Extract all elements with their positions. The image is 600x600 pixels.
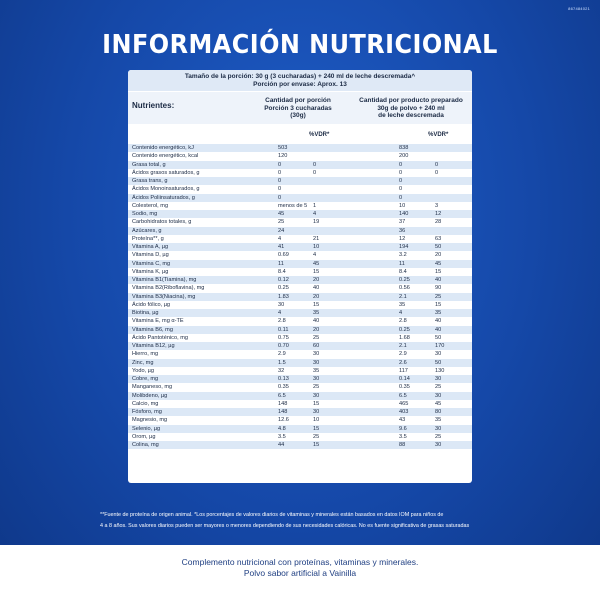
- nutrient-name: Contenido energético, kJ: [132, 145, 194, 151]
- prepared-vdr: 30: [435, 392, 442, 399]
- table-row: [128, 284, 472, 292]
- serving-vdr: 25: [313, 334, 320, 341]
- table-row: [128, 383, 472, 391]
- prepared-amount: 35: [399, 301, 406, 308]
- serving-vdr: 30: [313, 409, 320, 415]
- prepared-col-line: 30g de polvo + 240 ml: [377, 104, 445, 112]
- table-row: [128, 177, 472, 185]
- nutrient-name: Vitamina D, µg: [132, 252, 169, 259]
- nutrient-name: Vitamina B3(Niacina), mg: [132, 293, 196, 300]
- nutrient-name: Orom, µg: [132, 433, 156, 440]
- serving-vdr: 0: [313, 169, 317, 176]
- nutrient-name: Grasa total, g: [132, 161, 166, 168]
- serving-amount: 0.12: [278, 277, 289, 283]
- prepared-amount: 0.25: [399, 326, 410, 333]
- serving-vdr: 40: [313, 318, 320, 325]
- prepared-amount: 3.5: [399, 433, 407, 440]
- serving-vdr: 0: [313, 161, 317, 168]
- serving-vdr: 15: [313, 425, 320, 432]
- prepared-amount: 6.5: [399, 392, 407, 399]
- serving-vdr: 40: [313, 285, 320, 292]
- prepared-amount: 2.8: [399, 318, 407, 325]
- prepared-vdr: 35: [435, 417, 442, 424]
- prepared-amount: 465: [399, 400, 409, 407]
- serving-vdr: 30: [313, 359, 320, 366]
- serving-amount: 503: [278, 145, 288, 151]
- nutrient-name: Grasa trans, g: [132, 178, 168, 184]
- table-row: [128, 268, 472, 276]
- product-description-band: [0, 545, 600, 600]
- prepared-amount: 0.14: [399, 376, 410, 382]
- serving-vdr: 30: [313, 351, 320, 358]
- serving-amount: 32: [278, 367, 285, 374]
- vdr-header-prepared: %VDR*: [428, 132, 449, 138]
- serving-vdr: 30: [313, 392, 320, 399]
- prepared-vdr: 40: [435, 277, 442, 283]
- vdr-header-serving: %VDR*: [309, 132, 330, 138]
- nutrient-name: Vitamina B6, mg: [132, 326, 173, 333]
- prepared-vdr: 40: [435, 326, 442, 333]
- prepared-amount: 37: [399, 219, 406, 226]
- prepared-amount: 194: [399, 244, 409, 250]
- prepared-amount: 117: [399, 367, 408, 374]
- nutrients-label: Nutrientes:: [132, 101, 175, 110]
- serving-amount: 0: [278, 161, 282, 168]
- prepared-vdr: 50: [435, 244, 442, 250]
- prepared-vdr: 30: [435, 425, 442, 432]
- table-row: [128, 152, 472, 160]
- table-row: [128, 367, 472, 375]
- prepared-vdr: [435, 194, 465, 202]
- prepared-vdr: 20: [435, 252, 442, 259]
- table-row: [128, 334, 472, 342]
- table-row: [128, 251, 472, 259]
- nutrient-name: Ácidos Poliinsaturados, g: [132, 194, 195, 201]
- serving-amount: 148: [278, 409, 288, 415]
- serving-amount: 44: [278, 442, 285, 448]
- nutrient-name: Vitamina K, µg: [132, 268, 169, 275]
- prepared-vdr: 130: [435, 367, 445, 374]
- prepared-amount: 838: [399, 145, 409, 151]
- prepared-amount: 88: [399, 442, 406, 448]
- product-description: Complemento nutricional con proteínas, vitaminas y minerales.: [181, 557, 419, 567]
- prepared-amount: 4: [399, 310, 403, 316]
- table-row: [128, 161, 472, 169]
- prepared-amount: 8.4: [399, 268, 407, 275]
- prepared-amount: 3.2: [399, 252, 407, 259]
- prepared-amount: 0: [399, 178, 403, 184]
- prepared-vdr: 80: [435, 409, 442, 415]
- prepared-vdr: [435, 152, 465, 160]
- nutrient-name: Contenido energético, kcal: [132, 153, 199, 160]
- table-row: [128, 416, 472, 424]
- page-title: INFORMACIÓN NUTRICIONAL: [102, 30, 498, 60]
- serving-amount: 8.4: [278, 268, 286, 275]
- serving-col-line: Porción 3 cucharadas: [264, 104, 332, 112]
- column-headers: [128, 91, 472, 124]
- serving-vdr: 4: [313, 252, 317, 259]
- serving-amount: 0.25: [278, 285, 289, 292]
- table-row: [128, 169, 472, 177]
- serving-vdr: [313, 194, 399, 202]
- prepared-amount: 0: [399, 194, 403, 201]
- serving-vdr: 30: [313, 376, 320, 382]
- prepared-vdr: 0: [435, 169, 439, 176]
- prepared-amount: 0.25: [399, 277, 410, 283]
- prepared-vdr: 3: [435, 202, 439, 209]
- nutrient-name: Vitamina C, mg: [132, 260, 171, 267]
- prepared-amount: 2.1: [399, 343, 407, 349]
- prepared-amount: 9.6: [399, 425, 407, 432]
- prepared-amount: 0: [399, 186, 403, 193]
- serving-amount: 1.83: [278, 293, 289, 300]
- footnote-line: **Fuente de proteína de origen animal. *Los porcentajes de valores diarios de vitaminas y minerales están basados en datos IOM para niños de: [100, 512, 444, 518]
- table-row: [128, 227, 472, 235]
- serving-vdr: 15: [313, 400, 320, 407]
- table-row: [128, 326, 472, 334]
- prepared-vdr: 28: [435, 219, 442, 226]
- serving-amount: 41: [278, 244, 285, 250]
- prepared-vdr: 15: [435, 268, 442, 275]
- serving-header: [128, 70, 472, 91]
- prepared-vdr: 35: [435, 310, 442, 316]
- serving-vdr: 19: [313, 219, 320, 226]
- prepared-vdr: 25: [435, 384, 442, 391]
- nutrient-name: Zinc, mg: [132, 359, 154, 366]
- footnote: [100, 510, 520, 532]
- serving-amount: 4: [278, 310, 282, 316]
- serving-amount: 0: [278, 178, 282, 184]
- serving-vdr: 21: [313, 235, 320, 242]
- prepared-vdr: 30: [435, 442, 442, 448]
- table-row: [128, 260, 472, 268]
- prepared-vdr: [435, 177, 465, 185]
- table-row: [128, 276, 472, 284]
- nutrient-name: Vitamina B1(Tiamina), mg: [132, 277, 197, 283]
- serving-amount: 0.75: [278, 334, 289, 341]
- nutrition-table: [128, 70, 472, 483]
- serving-amount: 120: [278, 153, 288, 160]
- serving-vdr: 20: [313, 326, 320, 333]
- prepared-amount: 0.56: [399, 285, 410, 292]
- nutrient-name: Sodio, mg: [132, 211, 158, 217]
- prepared-vdr: 30: [435, 376, 442, 382]
- prepared-amount: 2.9: [399, 351, 407, 358]
- serving-vdr: 35: [313, 367, 320, 374]
- prepared-amount: 0: [399, 169, 403, 176]
- serving-vdr: 4: [313, 211, 317, 217]
- table-row: [128, 235, 472, 243]
- prepared-vdr: 15: [435, 301, 442, 308]
- serving-amount: 4: [278, 235, 282, 242]
- nutrient-name: Vitamina E, mg α-TE: [132, 318, 184, 325]
- product-code: 867484021: [568, 6, 590, 11]
- prepared-amount: 1.68: [399, 334, 410, 341]
- serving-vdr: 15: [313, 301, 320, 308]
- prepared-amount: 36: [399, 227, 406, 234]
- table-row: [128, 218, 472, 226]
- nutrient-name: Colesterol, mg: [132, 202, 169, 209]
- serving-amount: 30: [278, 301, 285, 308]
- prepared-vdr: 90: [435, 285, 442, 292]
- nutrient-name: Hierro, mg: [132, 351, 159, 358]
- serving-amount: 0.35: [278, 384, 289, 391]
- prepared-vdr: 40: [435, 318, 442, 325]
- table-row: [128, 194, 472, 202]
- serving-amount: 12.6: [278, 417, 289, 424]
- serving-vdr: [313, 227, 399, 235]
- prepared-vdr: [435, 227, 465, 235]
- nutrient-name: Colina, mg: [132, 442, 159, 448]
- table-row: [128, 210, 472, 218]
- nutrient-name: Fósforo, mg: [132, 409, 162, 415]
- prepared-amount: 140: [399, 211, 409, 217]
- nutrient-name: Vitamina B12, µg: [132, 343, 175, 349]
- prepared-amount: 11: [399, 260, 405, 267]
- serving-vdr: 10: [313, 417, 320, 424]
- prepared-amount: 10: [399, 202, 406, 209]
- serving-amount: menos de 5: [278, 202, 308, 209]
- prepared-col-line: Cantidad por producto preparado: [359, 97, 463, 104]
- nutrient-name: Selenio, µg: [132, 425, 161, 432]
- prepared-amount: 43: [399, 417, 406, 424]
- serving-amount: 45: [278, 211, 285, 217]
- table-row: [128, 350, 472, 358]
- prepared-amount: 200: [399, 153, 409, 160]
- product-flavor: Polvo sabor artificial a Vainilla: [243, 568, 357, 578]
- prepared-vdr: 170: [435, 343, 445, 349]
- serving-amount: 0: [278, 194, 282, 201]
- table-row: [128, 392, 472, 400]
- nutrient-name: Ácido fólico, µg: [132, 301, 171, 308]
- prepared-amount: 12: [399, 235, 406, 242]
- serving-vdr: [313, 144, 399, 152]
- serving-amount: 6.5: [278, 392, 286, 399]
- serving-vdr: 45: [313, 260, 320, 267]
- table-row: [128, 185, 472, 193]
- prepared-amount: 2.1: [399, 293, 407, 300]
- serving-amount: 1.5: [278, 359, 286, 366]
- table-row: [128, 408, 472, 416]
- serving-col-line: Cantidad por porción: [265, 97, 331, 104]
- nutrient-name: Proteína**, g: [132, 235, 164, 242]
- serving-column-header: [246, 92, 350, 124]
- prepared-vdr: 25: [435, 293, 442, 300]
- serving-amount: 3.5: [278, 433, 286, 440]
- serving-amount: 2.9: [278, 351, 286, 358]
- nutrient-name: Ácidos grasos saturados, g: [132, 169, 200, 176]
- serving-amount: 0: [278, 186, 282, 193]
- serving-vdr: [313, 177, 399, 185]
- nutrient-name: Manganeso, mg: [132, 384, 173, 391]
- nutrient-name: Yodo, µg: [132, 367, 154, 374]
- serving-vdr: [313, 152, 399, 160]
- serving-amount: 0.13: [278, 376, 289, 382]
- prepared-column-header: [350, 92, 472, 124]
- nutrient-name: Magnesio, mg: [132, 417, 168, 424]
- table-row: [128, 425, 472, 433]
- prepared-amount: 0.35: [399, 384, 410, 391]
- prepared-amount: 0: [399, 161, 403, 168]
- prepared-vdr: 45: [435, 260, 442, 267]
- serving-vdr: 15: [313, 268, 320, 275]
- nutrient-name: Cobre, mg: [132, 376, 159, 382]
- serving-vdr: 35: [313, 310, 320, 316]
- serving-amount: 0.70: [278, 343, 289, 349]
- serving-amount: 24: [278, 227, 285, 234]
- serving-amount: 25: [278, 219, 285, 226]
- table-row: [128, 202, 472, 210]
- serving-vdr: 10: [313, 244, 320, 250]
- nutrient-name: Azúcares, g: [132, 227, 162, 234]
- table-row: [128, 309, 472, 317]
- nutrient-name: Ácido Pantoténico, mg: [132, 334, 188, 341]
- table-row: [128, 301, 472, 309]
- prepared-vdr: [435, 144, 465, 152]
- serving-vdr: 25: [313, 384, 320, 391]
- serving-amount: 11: [278, 260, 284, 267]
- nutrient-rows: [128, 144, 472, 449]
- prepared-col-line: de leche descremada: [378, 112, 444, 119]
- nutrient-name: Vitamina B2(Riboflavina), mg: [132, 285, 205, 292]
- table-row: [128, 375, 472, 383]
- serving-vdr: 20: [313, 277, 320, 283]
- prepared-amount: 403: [399, 409, 409, 415]
- prepared-amount: 2.6: [399, 359, 407, 366]
- nutrient-name: Biotina, µg: [132, 310, 159, 316]
- nutrient-name: Calcio, mg: [132, 400, 159, 407]
- prepared-vdr: 50: [435, 359, 442, 366]
- serving-amount: 2.8: [278, 318, 286, 325]
- serving-vdr: 60: [313, 343, 320, 349]
- table-row: [128, 317, 472, 325]
- nutrient-name: Vitamina A, µg: [132, 244, 169, 250]
- prepared-vdr: 63: [435, 235, 442, 242]
- serving-vdr: 1: [313, 202, 317, 209]
- prepared-vdr: 45: [435, 400, 442, 407]
- table-row: [128, 433, 472, 441]
- serving-amount: 0: [278, 169, 282, 176]
- prepared-vdr: 0: [435, 161, 439, 168]
- serving-vdr: 20: [313, 293, 320, 300]
- table-row: [128, 441, 472, 449]
- nutrient-name: Ácidos Monoinsaturados, g: [132, 186, 200, 193]
- footnote-line: 4 a 8 años. Sus valores diarios pueden ser mayores o menores dependiendo de sus necesidades calóricas. No es fuente significativa de grasas saturadas: [100, 523, 470, 529]
- prepared-vdr: 30: [435, 351, 442, 358]
- table-row: [128, 243, 472, 251]
- prepared-vdr: 12: [435, 211, 442, 217]
- serving-amount: 0.69: [278, 252, 289, 259]
- table-row: [128, 144, 472, 152]
- serving-amount: 4.8: [278, 425, 286, 432]
- prepared-vdr: [435, 185, 465, 193]
- table-row: [128, 359, 472, 367]
- serving-vdr: 15: [313, 442, 320, 448]
- serving-amount: 0.11: [278, 326, 289, 333]
- table-row: [128, 293, 472, 301]
- table-row: [128, 342, 472, 350]
- servings-per-pack: Porción por envase: Aprox. 13: [253, 81, 347, 88]
- prepared-vdr: 25: [435, 433, 442, 440]
- serving-col-line: (30g): [290, 112, 306, 119]
- serving-vdr: [313, 185, 399, 193]
- serving-size: Tamaño de la porción: 30 g (3 cucharadas) + 240 ml de leche descremada^: [184, 73, 416, 80]
- nutrient-name: Molibdeno, µg: [132, 392, 168, 399]
- table-row: [128, 400, 472, 408]
- prepared-vdr: 50: [435, 334, 442, 341]
- serving-vdr: 25: [313, 433, 320, 440]
- serving-amount: 148: [278, 400, 288, 407]
- nutrient-name: Carbohidratos totales, g: [132, 219, 192, 226]
